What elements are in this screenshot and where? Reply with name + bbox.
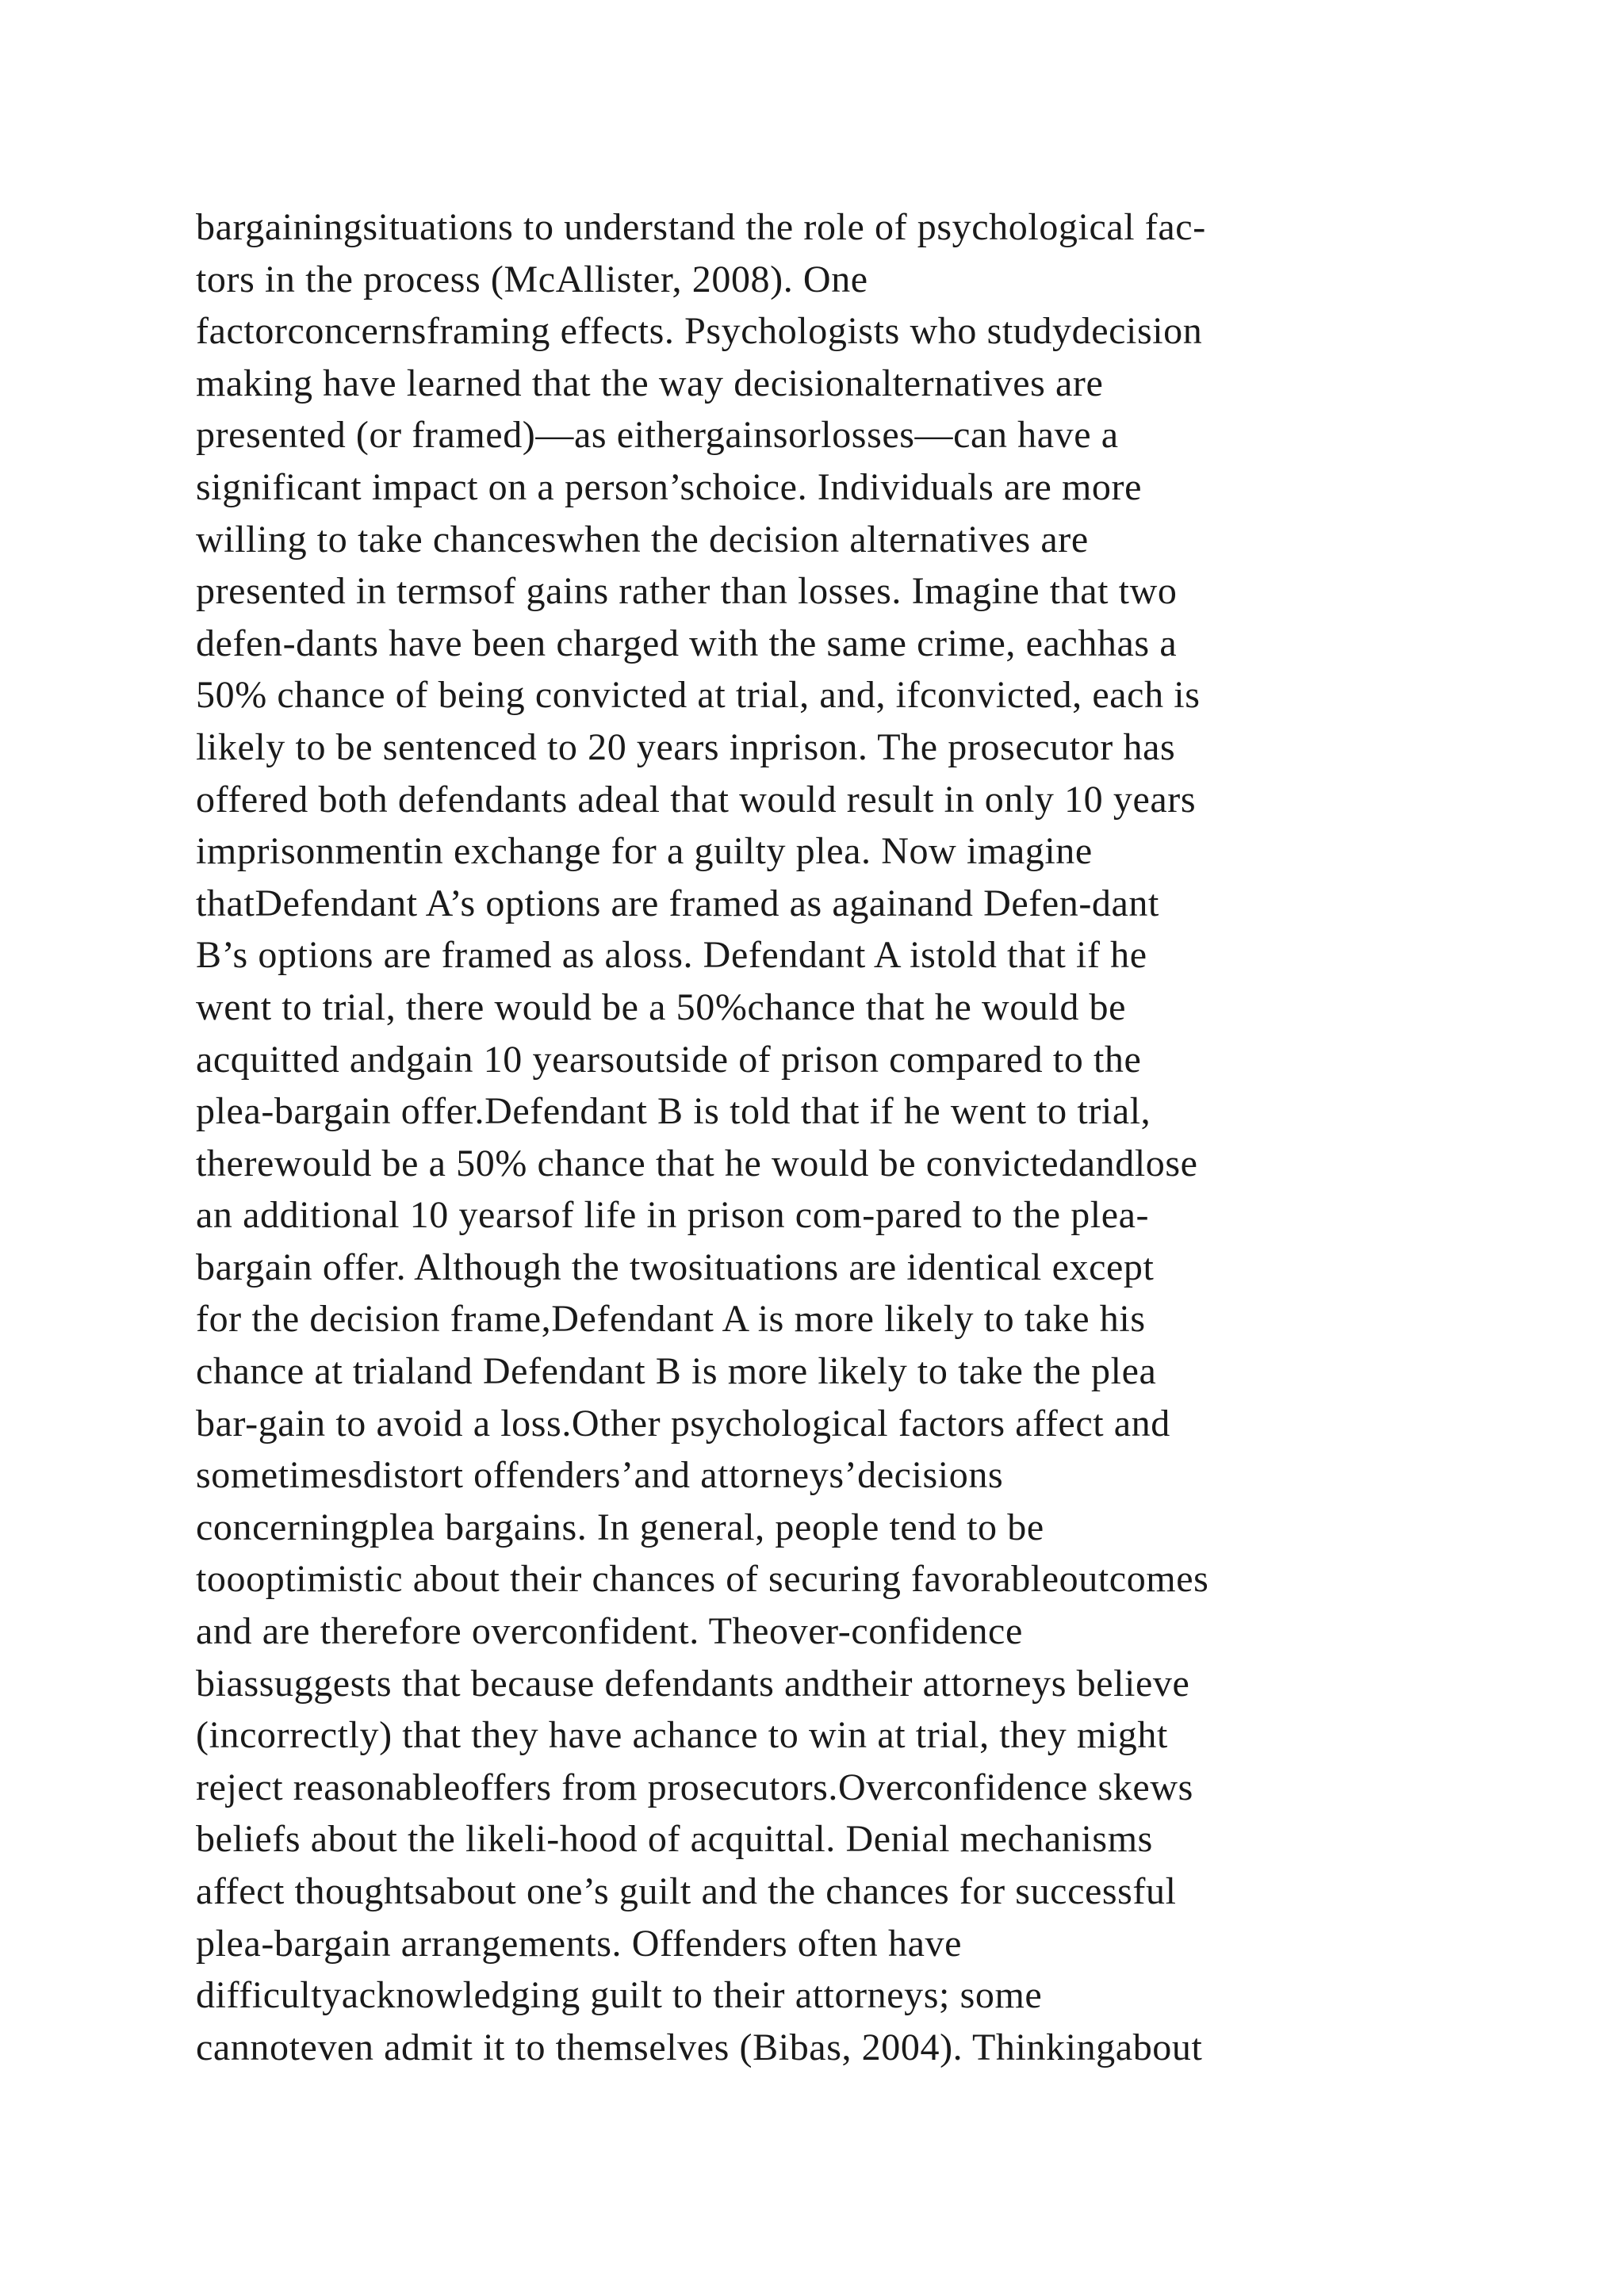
text-line: chance at trialand Defendant B is more likely to take the plea — [196, 1350, 1157, 1393]
body-text — [196, 201, 1544, 2073]
text-line: tors in the process (McAllister, 2008). One — [196, 258, 868, 300]
text-line: therewould be a 50% chance that he would be convictedandlose — [196, 1142, 1198, 1184]
text-line: affect thoughtsabout one’s guilt and the chances for successful — [196, 1870, 1177, 1912]
text-line: willing to take chanceswhen the decision alternatives are — [196, 518, 1089, 561]
text-line: plea-bargain offer.Defendant B is told that if he went to trial, — [196, 1090, 1151, 1133]
text-line: thatDefendant A’s options are framed as againand Defen-dant — [196, 882, 1159, 924]
text-line: and are therefore overconfident. Theover-confidence — [196, 1610, 1023, 1653]
text-line: bargainingsituations to understand the role of psychological fac- — [196, 206, 1206, 248]
text-line: difficultyacknowledging guilt to their attorneys; some — [196, 1974, 1043, 2017]
text-line: for the decision frame,Defendant A is more likely to take his — [196, 1298, 1146, 1341]
text-line: offered both defendants adeal that would result in only 10 years — [196, 778, 1197, 821]
text-line: cannoteven admit it to themselves (Bibas, 2004). Thinkingabout — [196, 2026, 1203, 2068]
text-line: an additional 10 yearsof life in prison com-pared to the plea- — [196, 1194, 1150, 1237]
text-line: sometimesdistort offenders’and attorneys’decisions — [196, 1454, 1004, 1497]
text-line: imprisonmentin exchange for a guilty plea. Now imagine — [196, 830, 1093, 873]
text-line: concerningplea bargains. In general, people tend to be — [196, 1506, 1044, 1548]
text-line: likely to be sentenced to 20 years inprison. The prosecutor has — [196, 725, 1176, 768]
text-line: beliefs about the likeli-hood of acquittal. Denial mechanisms — [196, 1818, 1153, 1861]
text-line: acquitted andgain 10 yearsoutside of prison compared to the — [196, 1038, 1142, 1081]
text-line: reject reasonableoffers from prosecutors.Overconfidence skews — [196, 1766, 1193, 1808]
text-line: making have learned that the way decisionalternatives are — [196, 362, 1104, 404]
text-line: presented in termsof gains rather than losses. Imagine that two — [196, 570, 1178, 613]
text-line: plea-bargain arrangements. Offenders often have — [196, 1922, 963, 1965]
text-line: B’s options are framed as aloss. Defendant A istold that if he — [196, 934, 1147, 977]
text-line: (incorrectly) that they have achance to win at trial, they might — [196, 1714, 1168, 1757]
text-line: bar-gain to avoid a loss.Other psychological factors affect and — [196, 1402, 1170, 1445]
text-line: went to trial, there would be a 50%chance that he would be — [196, 985, 1127, 1028]
text-line: defen-dants have been charged with the same crime, eachhas a — [196, 622, 1178, 664]
text-line: significant impact on a person’schoice. Individuals are more — [196, 465, 1142, 508]
text-line: factorconcernsframing effects. Psychologists who studydecision — [196, 310, 1203, 353]
text-line: toooptimistic about their chances of securing favorableoutcomes — [196, 1558, 1209, 1601]
text-line: 50% chance of being convicted at trial, and, ifconvicted, each is — [196, 674, 1201, 717]
text-line: presented (or framed)—as eithergainsorlosses—can have a — [196, 414, 1119, 457]
text-line: bargain offer. Although the twosituations are identical except — [196, 1246, 1155, 1288]
text-line: biassuggests that because defendants andtheir attorneys believe — [196, 1662, 1190, 1705]
